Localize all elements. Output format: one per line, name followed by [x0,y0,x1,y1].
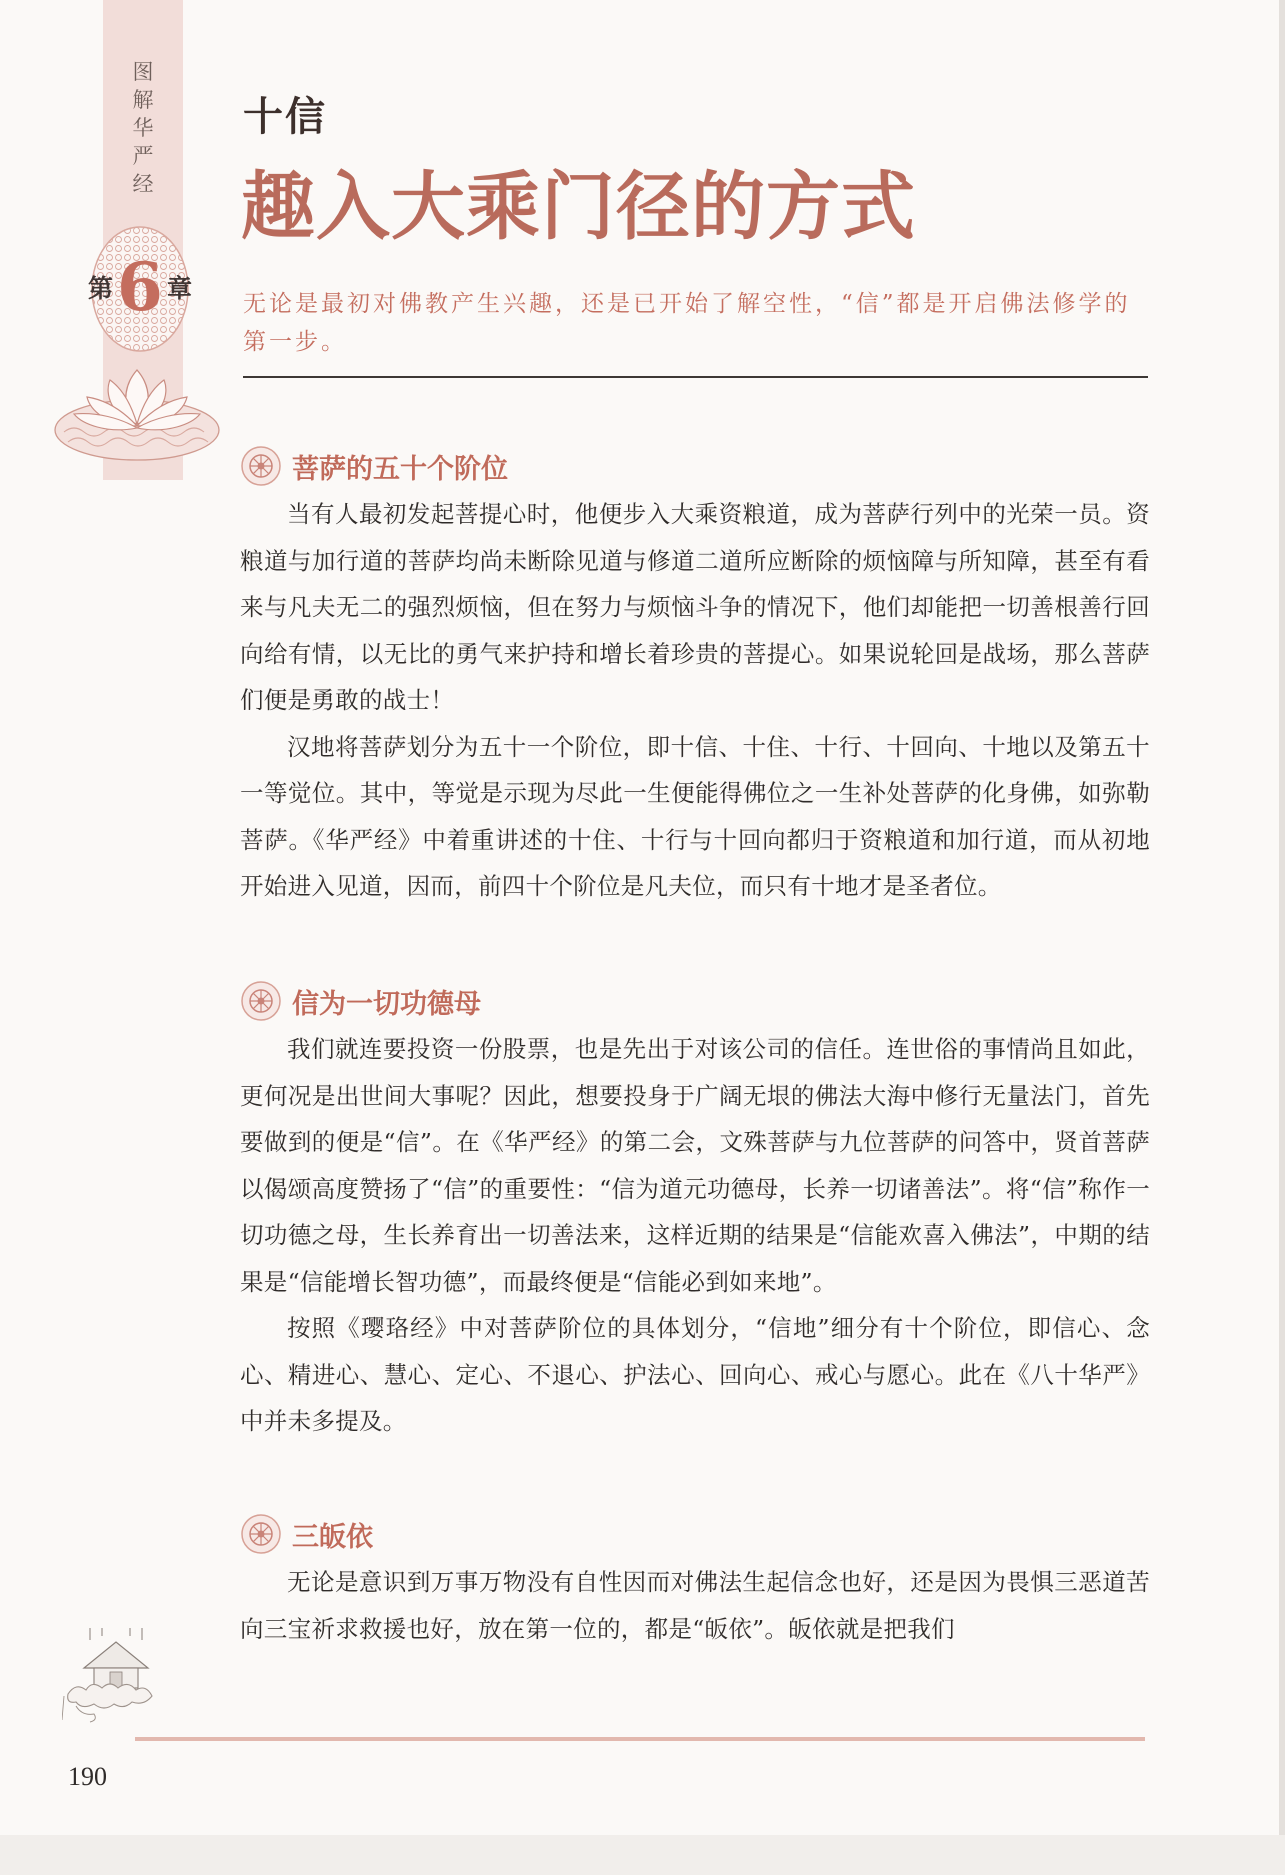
book-title-char: 解 [132,88,154,112]
book-title [127,58,159,198]
lotus-icon [52,362,222,467]
section-heading [240,978,1150,1026]
paragraph: 当有人最初发起菩提心时，他便步入大乘资粮道，成为菩萨行列中的光荣一员。资粮道与加行道的菩萨均尚未断除见道与修道二道所应断除的烦恼障与所知障，甚至有看来与凡夫无二的强烈烦恼，但在努力与烦恼斗争的情况下，他们却能把一切善根善行回向给有情，以无比的勇气来护持和增长着珍贵的菩提心。如果说轮回是战场，那么菩萨们便是勇敢的战士！ [240,500,1150,714]
book-title-char: 图 [132,60,154,84]
section-title: 三皈依 [292,1522,373,1553]
header-divider [243,376,1148,378]
section-title: 信为一切功德母 [292,989,481,1020]
page-subtitle: 无论是最初对佛教产生兴趣，还是已开始了解空性，“信”都是开启佛法修学的第一步。 [243,291,1131,355]
chapter-number [78,248,202,326]
book-title-char: 经 [132,172,154,196]
dharma-wheel-icon [240,1513,282,1555]
paragraph: 汉地将菩萨划分为五十一个阶位，即十信、十住、十行、十回向、十地以及第五十一等觉位。其中，等觉是示现为尽此一生便能得佛位之一生补处菩萨的化身佛，如弥勒菩萨。《华严经》中着重讲述的十住、十行与十回向都归于资粮道和加行道，而从初地开始进入见道，因而，前四十个阶位是凡夫位，而只有十地才是圣者位。 [240,732,1150,900]
section-bodhisattva-stages [240,443,1150,910]
cloud-palace-ornament-icon [62,1628,170,1723]
paragraph: 按照《璎珞经》中对菩萨阶位的具体划分，“信地”细分有十个阶位，即信心、念心、精进心、慧心、定心、不退心、护法心、回向心、戒心与愿心。此在《八十华严》中并未多提及。 [240,1314,1150,1435]
dharma-wheel-icon [240,445,282,487]
section-heading [240,1511,1150,1559]
dharma-wheel-icon [240,980,282,1022]
section-faith-mother-of-virtues [240,978,1150,1445]
section-kicker: 十信 [243,93,327,140]
chapter-number-digit: 6 [117,248,163,326]
chapter-prefix: 第 [88,274,114,303]
paragraph: 我们就连要投资一份股票，也是先出于对该公司的信任。连世俗的事情尚且如此，更何况是出世间大事呢？因此，想要投身于广阔无垠的佛法大海中修行无量法门，首先要做到的便是“信”。在《华严经》的第二会，文殊菩萨与九位菩萨的问答中，贤首菩萨以偈颂高度赞扬了“信”的重要性：“信为道元功德母，长养一切诸善法”。将“信”称作一切功德之母，生长养育出一切善法来，这样近期的结果是“信能欢喜入佛法”，中期的结果是“信能增长智功德”，而最终便是“信能必到如来地”。 [240,1035,1150,1296]
footer-divider [135,1737,1145,1741]
page-number: 190 [68,1762,107,1791]
section-title: 菩萨的五十个阶位 [292,454,508,485]
section-three-refuges [240,1511,1150,1652]
page-title: 趣入大乘门径的方式 [241,164,916,250]
page-edge-shadow [1279,0,1285,1875]
page-bottom-edge [0,1835,1285,1875]
paragraph: 无论是意识到万事万物没有自性因而对佛法生起信念也好，还是因为畏惧三恶道苦向三宝祈求救援也好，放在第一位的，都是“皈依”。皈依就是把我们 [240,1568,1150,1643]
book-title-char: 严 [132,144,154,168]
chapter-suffix: 章 [166,274,192,303]
book-title-char: 华 [132,116,154,140]
section-heading [240,443,1150,491]
